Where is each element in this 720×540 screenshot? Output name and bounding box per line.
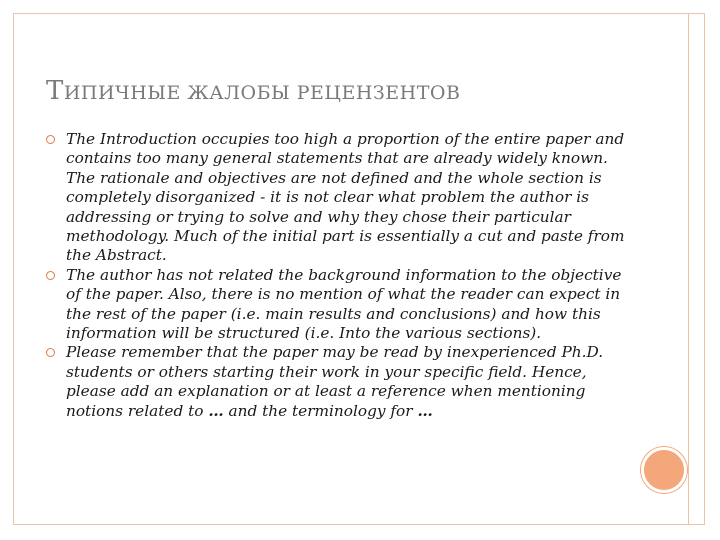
decorative-circle: [641, 447, 687, 493]
bullet-circle-icon: [46, 348, 55, 357]
slide-frame-strip: [688, 13, 705, 525]
slide-title-initial: Т: [46, 76, 64, 106]
bullet-item: [46, 343, 626, 421]
bullet-circle-icon: [46, 271, 55, 280]
bullet-text: The Introduction occupies too high a proportion of the entire paper and contains too many general statements that are already widely known. The rationale and objectives are not defined and the whole section is completely disorganized - it is not clear what problem the author is addressing or trying to solve and why they chose their particular methodology. Much of the initial part is essentially a cut and paste from the Abstract.: [66, 130, 625, 265]
bullet-circle-icon: [46, 135, 55, 144]
bullet-text-start: Please remember that the paper may be read by inexperienced Ph.D. students or others starting their work in your specific field. Hence, please add an explanation or at least a reference when mentioning notions related to: [66, 343, 604, 420]
bullet-item: [46, 266, 626, 344]
bullet-text-middle: and the terminology for: [223, 401, 418, 420]
slide-title: [46, 78, 460, 104]
slide-title-rest: ИПИЧНЫЕ ЖАЛОБЫ РЕЦЕНЗЕНТОВ: [63, 82, 461, 104]
bullet-ellipsis: …: [208, 401, 224, 420]
bullet-text: The author has not related the background information to the objective of the paper. Also, there is no mention of what the reader can expect in the rest of the paper (i.e. main results and conclusions) and how this information will be structured (i.e. Into the various sections).: [66, 265, 622, 343]
bullet-list: [46, 130, 626, 421]
bullet-ellipsis: …: [417, 401, 433, 420]
bullet-item: [46, 130, 626, 266]
